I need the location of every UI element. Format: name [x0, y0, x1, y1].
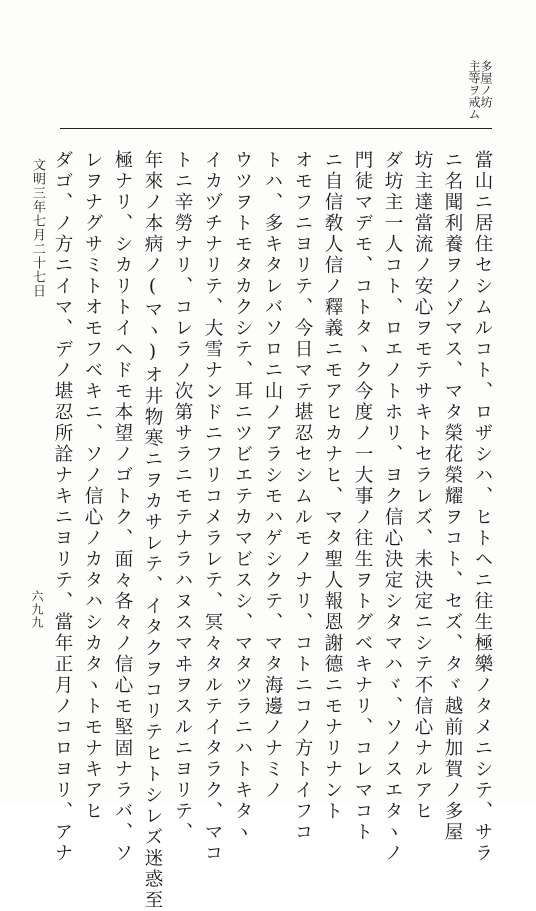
text-line: 當山ニ居住セシムルコト、ロザシハ、ヒトヘニ往生極樂ノタメニシテ、サラ [472, 150, 493, 864]
header-line-1: 多屋ノ坊 [479, 60, 493, 108]
text-line: ダ坊主一人コト、ロエノトホリ、ヨク信心決定シタマハヾ、ソノスエタヽノ [382, 150, 403, 864]
text-line: ニ自信敎人信ノ釋義ニモアヒカナヒ、マタ聖人報恩謝德ニモナリナント [322, 150, 343, 822]
text-line: レヲナグサミトオモフベキニ、ソノ信心ノカタハシカタヽトモナキアヒ [82, 150, 103, 822]
section-header [432, 60, 492, 130]
text-line: ダゴ、ノ方ニイマ、デノ堪忍所詮ナキニヨリテ、當年正月ノコロヨリ、アナ [52, 150, 73, 864]
text-line: ウツヲトモタカクシテ、耳ニツビエテカマビスシ、マタツラニハトキタヽ [232, 150, 253, 843]
text-line: オモフニヨリテ、今日マテ堪忍セシムルモノナリ、コトニコノ方トイフコ [292, 150, 313, 843]
page-number: 六九九 [30, 590, 44, 629]
text-line: 極ナリ、シカリトイヘドモ本望ノゴトク、面々各々ノ信心モ堅固ナラバ、ソ [112, 150, 133, 864]
text-line: 年來ノ本病ノ(マヽ)オ井物寒ニヲカサレテ、イタクヲコリテヒトシレズ迷惑至 [142, 150, 163, 911]
text-line: 坊主達當流ノ安心ヲモテサキトセラレズ、未決定ニシテ不信心ナルアヒ [412, 150, 433, 822]
text-line: トニ辛勞ナリ、コレラノ次第サラニモテナラハヌスマヰヲスルニヨリテ、 [172, 150, 193, 843]
text-line: イカヅチナリテ、大雪ナンドニフリコメラレテ、冥々タルテイタラク、マコ [202, 150, 223, 864]
header-divider [60, 128, 492, 129]
text-line: 門徒マデモ、コトタヽク今度ノ一大事ノ往生ヲトグベキナリ、コレマコト [352, 150, 373, 843]
date-note: 文明三年七月二十七日 [30, 158, 45, 298]
body-text [52, 150, 497, 911]
header-line-2: 主等ヲ戒ム [467, 60, 481, 120]
text-line: トハ、多キタレバソロニ山ノアラシモハゲシクテ、マタ海邊ノナミノ [262, 150, 283, 801]
text-line: ニ名聞利養ヲノゾマス、マタ榮花榮耀ヲコト、セズ、タヾ越前加賀ノ多屋 [442, 150, 463, 843]
